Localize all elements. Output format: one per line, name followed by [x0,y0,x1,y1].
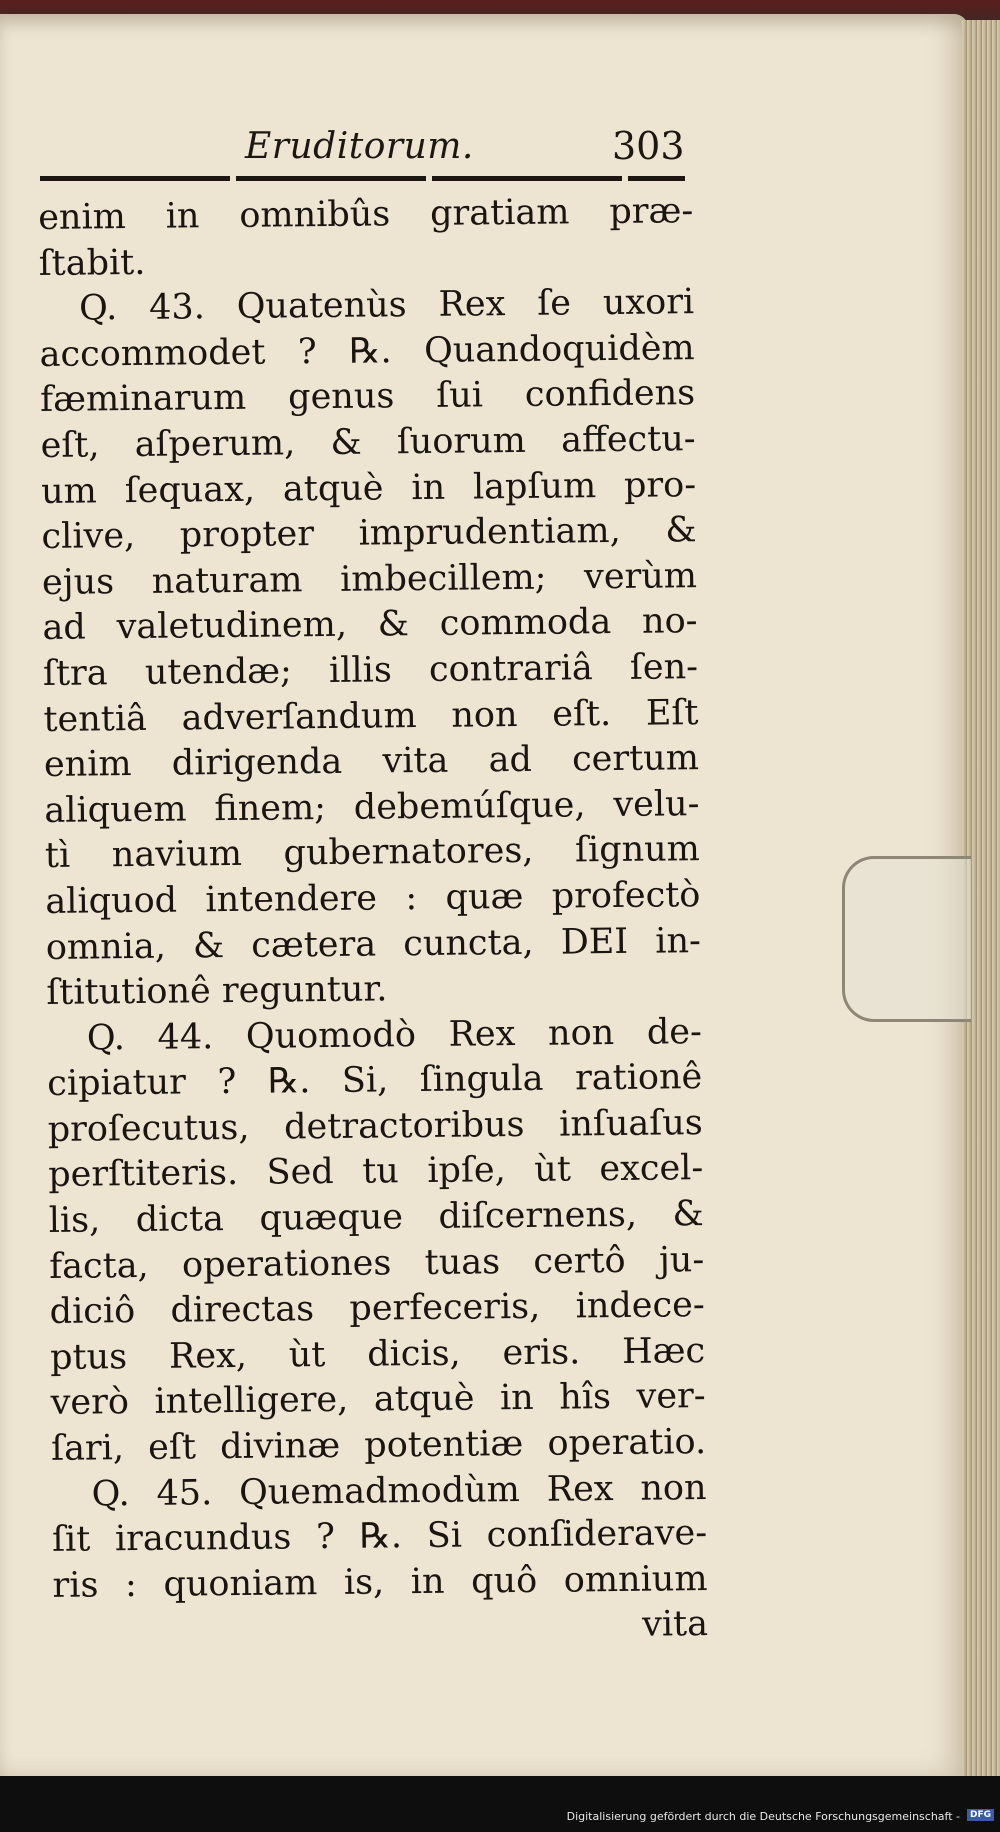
page-number: 303 [612,124,685,168]
text-line: ſtra utendæ; illis contrariâ ſen- [42,647,699,694]
text-line: verò intelligere, atquè in hîs ver- [50,1376,706,1424]
text-line: ſtitutionê reguntur. [46,969,388,1014]
header-rule [40,176,685,181]
page-clip [842,856,971,1022]
text-line: ad valetudinem, & commoda no- [42,601,698,649]
dfg-logo: DFG [967,1809,994,1821]
text-line: accommodet ? ℞. Quandoquidèm [39,327,695,375]
text-line: ſtabit. [38,242,146,284]
text-line: facta, operationes tuas certô ju- [49,1239,705,1287]
text-line: Q. 43. Quatenùs Rex ſe uxori [78,282,695,329]
text-line: proſecutus, detractoribus inſuaſus [47,1102,703,1150]
text-line: tì navium gubernatores, ſignum [44,829,701,877]
text-line: clive, propter imprudentiam, & [41,510,697,558]
text-line: tentiâ adverſandum non eſt. Eſt [43,692,699,740]
running-head-title: Eruditorum. [245,126,474,167]
text-line: ejus naturam imbecillem; verùm [41,555,698,603]
text-line: omnia, & cætera cuncta, DEI in- [45,920,702,968]
body-text [38,189,708,1655]
text-line: cipiatur ? ℞. Si, ſingula rationê [47,1057,703,1105]
text-line: ſari, eſt divinæ potentiæ operatio. [50,1422,707,1469]
text-line: perſtiteris. Sed tu ipſe, ùt excel- [48,1148,704,1196]
text-line: ſit iracundus ? ℞. Si conſiderave- [51,1513,708,1561]
text-line: ptus Rex, ùt dicis, eris. Hæc [49,1330,706,1378]
text-line: fæminarum genus ſui confidens [39,373,696,421]
text-line: Q. 45. Quemadmodùm Rex non [91,1467,707,1515]
text-line: um ſequax, atquè in lapſum pro- [40,464,697,512]
text-line: aliquem finem; debemúſque, velu- [44,783,700,831]
text-line: eſt, aſperum, & ſuorum affectu- [40,419,696,466]
text-line: ris : quoniam is, in quô omnium [52,1558,708,1606]
catchword: vita [641,1604,709,1646]
text-line: Q. 44. Quomodò Rex non de- [86,1011,702,1059]
text-line: enim in omnibûs gratiam præ- [38,191,694,238]
text-line: aliquod intendere : quæ profectò [45,875,701,922]
text-line: enim dirigenda vita ad certum [43,738,700,786]
text-line: diciô directas perfeceris, indece- [49,1285,705,1333]
text-line: lis, dicta quæque diſcernens, & [48,1194,704,1242]
bottom-bar [0,1776,1000,1832]
digitization-credit: Digitalisierung gefördert durch die Deutsche Forschungsgemeinschaft - [566,1810,960,1823]
running-head [40,120,690,176]
